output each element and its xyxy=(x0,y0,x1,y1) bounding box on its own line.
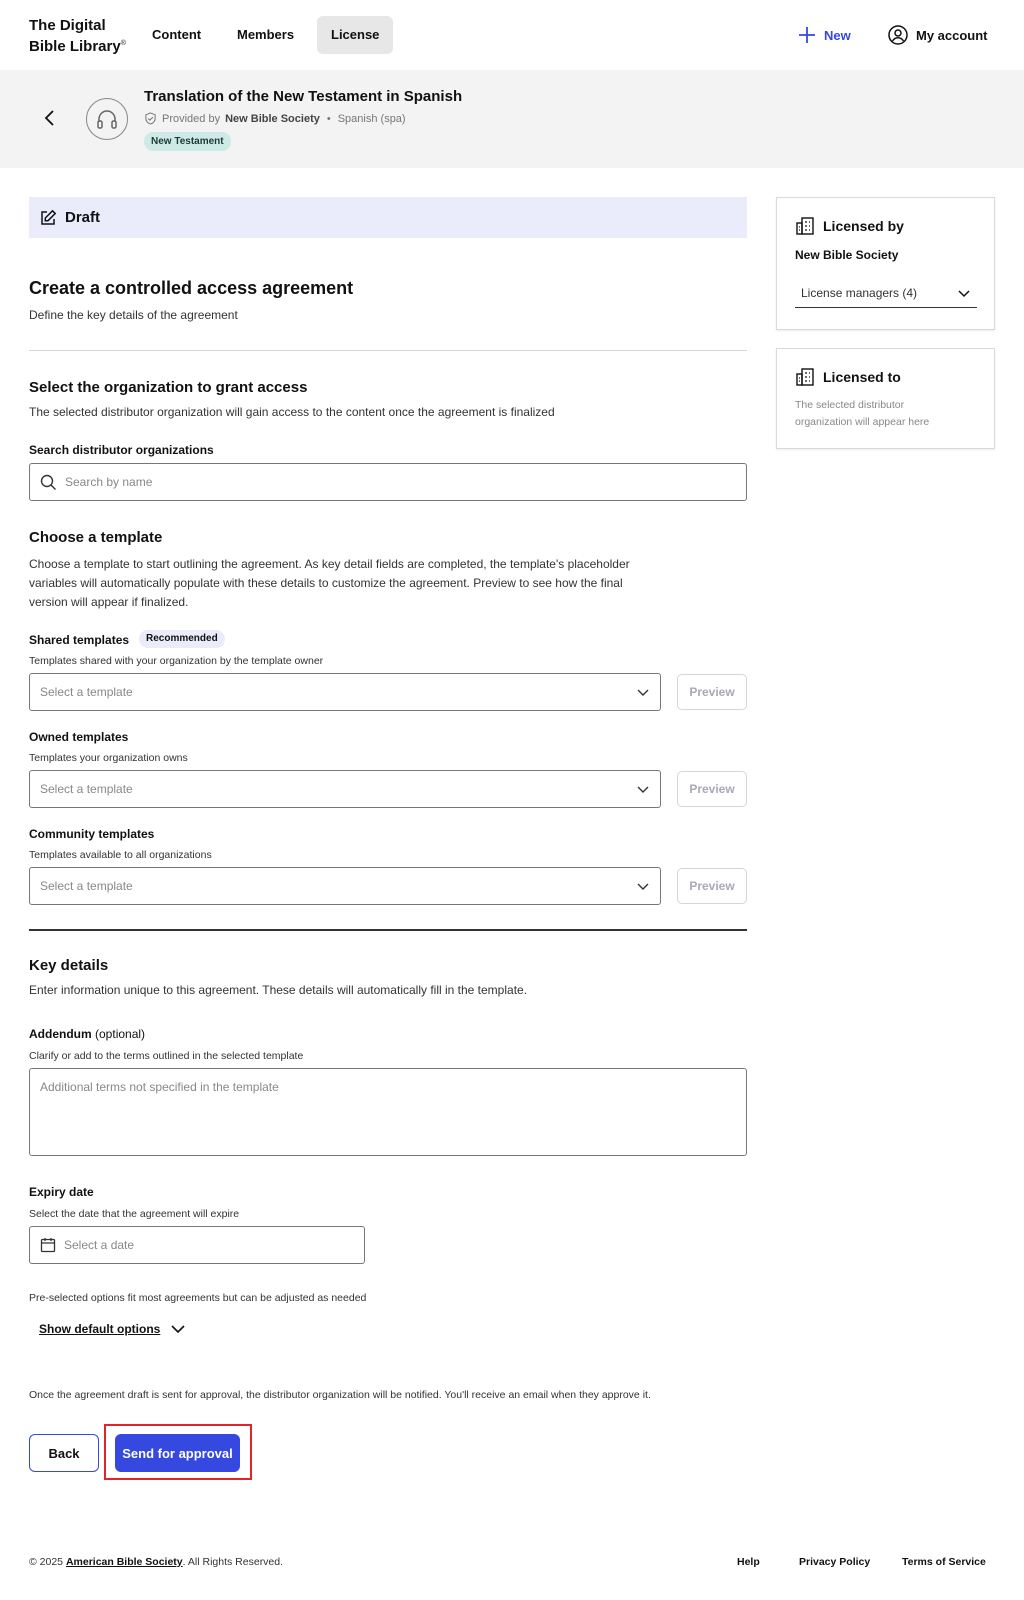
community-template-preview-button[interactable]: Preview xyxy=(677,868,747,904)
edit-icon xyxy=(39,209,57,227)
plus-icon xyxy=(798,26,816,44)
send-for-approval-button[interactable]: Send for approval xyxy=(115,1434,240,1472)
search-org-input[interactable]: Search by name xyxy=(29,463,747,501)
addendum-label: Addendum (optional) xyxy=(29,1027,146,1041)
licensed-by-org: New Bible Society xyxy=(795,248,899,262)
page-subtitle: Define the key details of the agreement xyxy=(29,308,238,322)
footer-copyright: © 2025 American Bible Society. All Rights Reserved. xyxy=(29,1556,284,1568)
licensed-to-placeholder: The selected distributor organization will appear here xyxy=(795,399,930,428)
shared-template-select[interactable]: Select a template xyxy=(29,673,661,711)
expiry-date-input[interactable]: Select a date xyxy=(29,1226,365,1264)
community-templates-label: Community templates xyxy=(29,827,155,841)
my-account-button[interactable]: My account xyxy=(888,24,988,46)
show-default-options-toggle[interactable]: Show default options xyxy=(39,1321,186,1337)
owned-templates-helper: Templates your organization owns xyxy=(29,752,188,764)
licensed-by-card xyxy=(776,197,995,330)
shield-check-icon xyxy=(144,112,157,125)
community-template-select[interactable]: Select a template xyxy=(29,867,661,905)
owned-template-select[interactable]: Select a template xyxy=(29,770,661,808)
chevron-down-icon xyxy=(957,286,971,300)
chevron-down-icon xyxy=(636,685,650,699)
search-icon xyxy=(40,474,57,491)
footer-help-link[interactable]: Help xyxy=(737,1556,760,1568)
footer-org-link[interactable]: American Bible Society xyxy=(65,1556,183,1568)
licensed-by-title: Licensed by xyxy=(823,218,904,234)
draft-status-bar: Draft xyxy=(29,197,747,238)
new-button[interactable]: New xyxy=(798,24,851,46)
expiry-date-label: Expiry date xyxy=(29,1185,94,1199)
community-templates-helper: Templates available to all organizations xyxy=(29,849,212,861)
building-icon xyxy=(795,367,815,387)
provider-name: New Bible Society xyxy=(225,112,320,125)
approval-note: Once the agreement draft is sent for approval, the distributor organization will be notified. You'll receive an email when they approve it. xyxy=(29,1389,651,1401)
section-divider xyxy=(29,350,747,351)
nav-content[interactable]: Content xyxy=(152,27,202,42)
shared-template-preview-button[interactable]: Preview xyxy=(677,674,747,710)
user-circle-icon xyxy=(888,25,908,45)
section-divider xyxy=(29,929,747,931)
key-details-title: Key details xyxy=(29,957,109,974)
back-button[interactable]: Back xyxy=(29,1434,99,1472)
licensed-to-card xyxy=(776,348,995,449)
nav-members[interactable]: Members xyxy=(237,27,295,42)
headphones-icon xyxy=(95,107,119,131)
license-managers-dropdown[interactable]: License managers (4) xyxy=(795,278,977,308)
building-icon xyxy=(795,216,815,236)
chevron-left-icon[interactable] xyxy=(40,108,60,128)
owned-templates-label: Owned templates xyxy=(29,730,129,744)
resource-meta: Provided by New Bible Society • Spanish (spa) xyxy=(144,112,406,125)
template-section-title: Choose a template xyxy=(29,529,163,546)
chevron-down-icon xyxy=(170,1321,186,1337)
audio-resource-avatar xyxy=(86,98,128,140)
key-details-desc: Enter information unique to this agreement. These details will automatically fill in the template. xyxy=(29,983,528,997)
chevron-down-icon xyxy=(636,782,650,796)
resource-title: Translation of the New Testament in Spanish xyxy=(144,88,463,105)
preselected-note: Pre-selected options fit most agreements but can be adjusted as needed xyxy=(29,1292,367,1304)
org-section-desc: The selected distributor organization will gain access to the content once the agreement is finalized xyxy=(29,405,555,419)
top-navigation xyxy=(0,0,1024,70)
testament-tag: New Testament xyxy=(144,132,231,151)
recommended-badge: Recommended xyxy=(139,630,225,648)
highlight-box xyxy=(104,1424,252,1480)
resource-banner xyxy=(0,70,1024,168)
shared-templates-label: Shared templates xyxy=(29,633,130,647)
site-logo[interactable]: The Digital Bible Library® xyxy=(29,17,126,55)
org-section-title: Select the organization to grant access xyxy=(29,379,308,396)
nav-license[interactable]: License xyxy=(317,16,393,54)
licensed-to-title: Licensed to xyxy=(823,369,901,385)
footer-terms-link[interactable]: Terms of Service xyxy=(902,1556,986,1568)
template-section-desc: Choose a template to start outlining the agreement. As key detail fields are completed, the template's placeholder variables will automatically populate with these details to customize the agreement. Preview to see how the final version will appear if finalized. xyxy=(29,557,630,609)
shared-templates-helper: Templates shared with your organization by the template owner xyxy=(29,655,324,667)
addendum-helper: Clarify or add to the terms outlined in the selected template xyxy=(29,1050,304,1062)
search-org-label: Search distributor organizations xyxy=(29,443,214,457)
addendum-textarea[interactable]: Additional terms not specified in the template xyxy=(29,1068,747,1156)
owned-template-preview-button[interactable]: Preview xyxy=(677,771,747,807)
chevron-down-icon xyxy=(636,879,650,893)
calendar-icon xyxy=(40,1237,56,1253)
expiry-date-helper: Select the date that the agreement will expire xyxy=(29,1208,240,1220)
footer-privacy-link[interactable]: Privacy Policy xyxy=(799,1556,871,1568)
page-title: Create a controlled access agreement xyxy=(29,278,354,298)
resource-language: Spanish (spa) xyxy=(337,112,406,125)
